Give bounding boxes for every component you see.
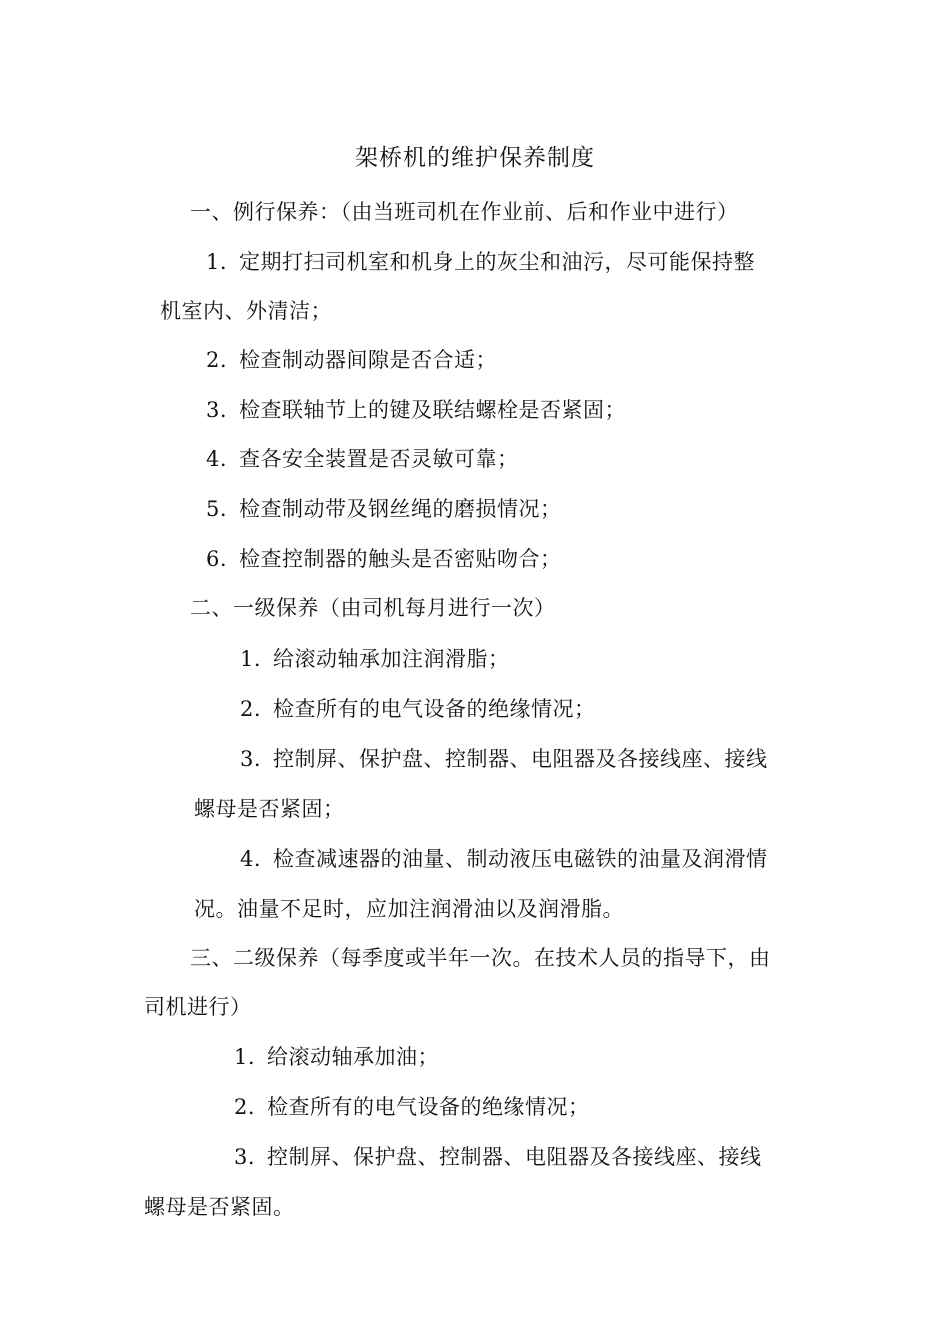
- item-number: 3.: [206, 398, 228, 422]
- item-text: 给滚动轴承加注润滑脂；: [273, 647, 510, 671]
- item-number: 4.: [206, 447, 228, 471]
- item-number: 6.: [206, 547, 228, 571]
- page-title: 架桥机的维护保养制度: [355, 145, 595, 171]
- item-number: 2.: [206, 348, 228, 372]
- section-3-item-3-cont: 螺母是否紧固。: [144, 1195, 295, 1219]
- section-3-heading-cont: 司机进行）: [144, 995, 252, 1019]
- item-number: 5.: [206, 497, 228, 521]
- section-1-heading: 一、例行保养：（由当班司机在作业前、后和作业中进行）: [190, 200, 739, 224]
- item-text: 控制屏、保护盘、控制器、电阻器及各接线座、接线: [273, 747, 768, 771]
- item-text: 检查联轴节上的键及联结螺栓是否紧固；: [239, 398, 627, 422]
- section-1-item-1: [206, 248, 755, 276]
- section-2-item-2: [240, 695, 596, 723]
- section-2-item-1: [240, 645, 510, 673]
- item-number: 1.: [234, 1045, 256, 1069]
- section-1-item-5: [206, 495, 562, 523]
- item-text: 检查控制器的触头是否密贴吻合；: [239, 547, 562, 571]
- section-1-item-3: [206, 396, 626, 424]
- item-text: 检查所有的电气设备的绝缘情况；: [273, 697, 596, 721]
- item-text: 检查制动带及钢丝绳的磨损情况；: [239, 497, 562, 521]
- item-number: 4.: [240, 847, 262, 871]
- item-number: 1.: [240, 647, 262, 671]
- section-3-item-2: [234, 1093, 590, 1121]
- section-2-item-4-cont: 况。油量不足时，应加注润滑油以及润滑脂。: [194, 897, 624, 921]
- section-1-item-2: [206, 346, 497, 374]
- section-3-item-1: [234, 1043, 439, 1071]
- item-number: 2.: [234, 1095, 256, 1119]
- section-3-item-3: [234, 1143, 762, 1171]
- item-number: 2.: [240, 697, 262, 721]
- section-2-item-4: [240, 845, 768, 873]
- item-text: 控制屏、保护盘、控制器、电阻器及各接线座、接线: [267, 1145, 762, 1169]
- item-number: 1.: [206, 250, 228, 274]
- section-2-item-3-cont: 螺母是否紧固；: [194, 797, 345, 821]
- item-text: 检查减速器的油量、制动液压电磁铁的油量及润滑情: [273, 847, 768, 871]
- item-text: 检查制动器间隙是否合适；: [239, 348, 498, 372]
- section-3-heading: 三、二级保养（每季度或半年一次。在技术人员的指导下，由: [190, 946, 771, 970]
- section-1-item-4: [206, 445, 519, 473]
- section-2-item-3: [240, 745, 768, 773]
- item-text: 查各安全装置是否灵敏可靠；: [239, 447, 519, 471]
- item-number: 3.: [240, 747, 262, 771]
- section-1-item-6: [206, 545, 562, 573]
- item-text: 检查所有的电气设备的绝缘情况；: [267, 1095, 590, 1119]
- section-1-item-1-cont: 机室内、外清洁；: [160, 299, 332, 323]
- item-text: 定期打扫司机室和机身上的灰尘和油污，尽可能保持整: [239, 250, 756, 274]
- item-number: 3.: [234, 1145, 256, 1169]
- item-text: 给滚动轴承加油；: [267, 1045, 440, 1069]
- section-2-heading: 二、一级保养（由司机每月进行一次）: [190, 596, 556, 620]
